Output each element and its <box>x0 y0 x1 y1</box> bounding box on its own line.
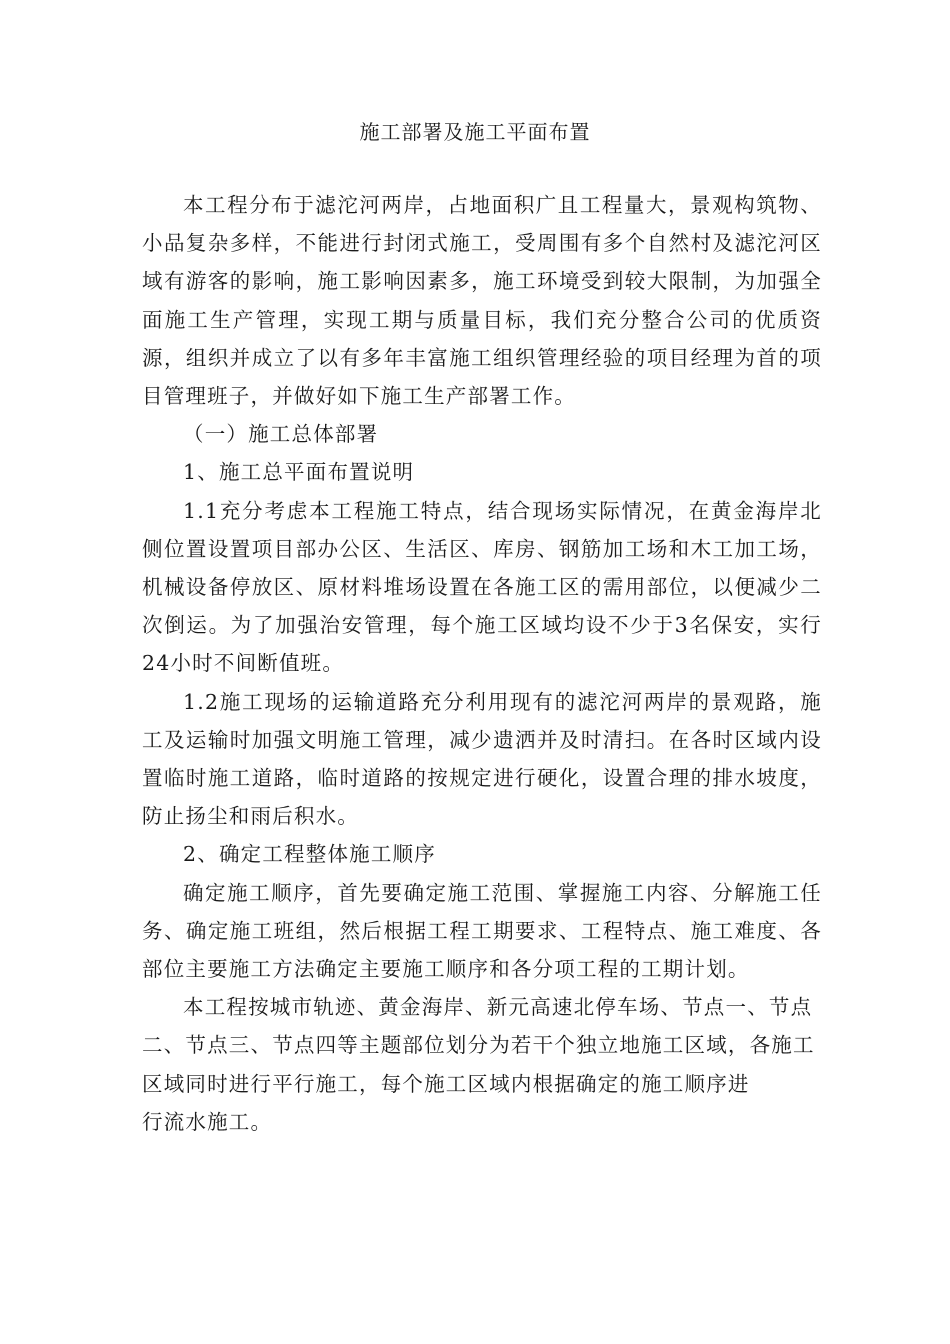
subsection-heading-construction-sequence: 2、确定工程整体施工顺序 <box>183 842 436 867</box>
document-title: 施工部署及施工平面布置 <box>359 120 591 144</box>
document-body <box>142 186 822 1141</box>
paragraph-1-2: 1.2施工现场的运输道路充分利用现有的滤沱河两岸的景观路，施工及运输时加强文明施工管理，减少遗洒并及时清扫。在各时区域内设置临时施工道路，临时道路的按规定进行硬化，设置合理的排水坡度，防止扬尘和雨后积水。 <box>142 689 822 829</box>
section-heading-overall-deployment: （一）施工总体部署 <box>183 422 379 447</box>
paragraph-zones-continued: 行流水施工。 <box>142 1109 273 1134</box>
paragraph-zones: 本工程按城市轨迹、黄金海岸、新元高速北停车场、节点一、节点二、节点三、节点四等主题部位划分为若干个独立地施工区域，各施工区域同时进行平行施工，每个施工区域内根据确定的施工顺序进 <box>142 995 815 1096</box>
paragraph-1-1: 1.1充分考虑本工程施工特点，结合现场实际情况，在黄金海岸北侧位置设置项目部办公区、生活区、库房、钢筋加工场和木工加工场，机械设备停放区、原材料堆场设置在各施工区的需用部位，以便减少二次倒运。为了加强治安管理，每个施工区域均设不少于3名保安，实行24小时不间断值班。 <box>142 498 822 676</box>
subsection-heading-site-layout: 1、施工总平面布置说明 <box>183 460 415 485</box>
paragraph-sequence: 确定施工顺序，首先要确定施工范围、掌握施工内容、分解施工任务、确定施工班组，然后根据工程工期要求、工程特点、施工难度、各部位主要施工方法确定主要施工顺序和各分项工程的工期计划。 <box>142 880 822 982</box>
paragraph-intro: 本工程分布于滤沱河两岸，占地面积广且工程量大，景观构筑物、小品复杂多样，不能进行封闭式施工，受周围有多个自然村及滤沱河区域有游客的影响，施工影响因素多，施工环境受到较大限制，为加强全面施工生产管理，实现工期与质量目标，我们充分整合公司的优质资源，组织并成立了以有多年丰富施工组织管理经验的项目经理为首的项目管理班子，并做好如下施工生产部署工作。 <box>142 193 822 409</box>
